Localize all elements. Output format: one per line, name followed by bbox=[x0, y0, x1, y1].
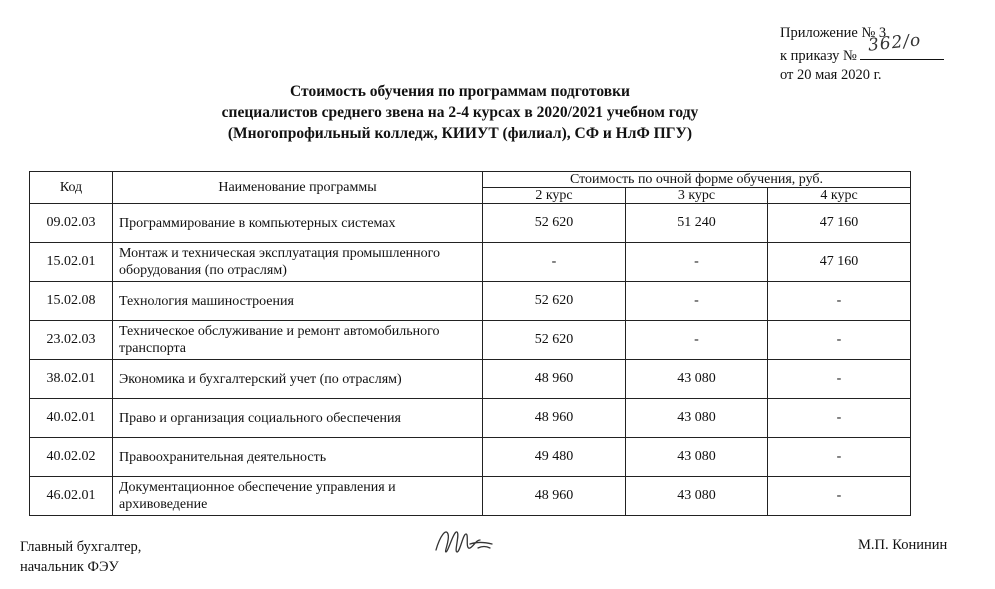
cell-course-4: - bbox=[768, 321, 911, 360]
cell-course-2: - bbox=[483, 243, 626, 282]
order-label: к приказу № bbox=[780, 48, 857, 64]
position-line-2: начальник ФЭУ bbox=[20, 559, 119, 575]
cell-course-3: 43 080 bbox=[626, 399, 768, 438]
order-number-handwritten: 362/о bbox=[867, 30, 923, 56]
header-cost-group: Стоимость по очной форме обучения, руб. bbox=[483, 172, 911, 188]
header-name: Наименование программы bbox=[113, 172, 483, 204]
cell-course-3: 43 080 bbox=[626, 360, 768, 399]
cell-code: 23.02.03 bbox=[30, 321, 113, 360]
cell-name: Документационное обеспечение управления и архивоведение bbox=[113, 477, 483, 516]
table-row bbox=[30, 477, 911, 516]
cell-course-4: - bbox=[768, 438, 911, 477]
header-course-4: 4 курс bbox=[768, 188, 911, 204]
cell-name: Правоохранительная деятельность bbox=[113, 438, 483, 477]
cell-name: Технология машиностроения bbox=[113, 282, 483, 321]
table-row bbox=[30, 321, 911, 360]
header-course-2: 2 курс bbox=[483, 188, 626, 204]
cell-course-2: 49 480 bbox=[483, 438, 626, 477]
cell-course-4: - bbox=[768, 399, 911, 438]
cell-course-2: 52 620 bbox=[483, 204, 626, 243]
cell-course-2: 48 960 bbox=[483, 399, 626, 438]
handwritten-signature bbox=[430, 522, 500, 558]
cell-course-4: - bbox=[768, 477, 911, 516]
table-row bbox=[30, 243, 911, 282]
tuition-table bbox=[29, 171, 911, 516]
signer-name: М.П. Конинин bbox=[858, 537, 948, 553]
cell-course-2: 48 960 bbox=[483, 477, 626, 516]
cell-course-3: 43 080 bbox=[626, 477, 768, 516]
cell-course-3: - bbox=[626, 321, 768, 360]
position-line-1: Главный бухгалтер, bbox=[20, 539, 142, 555]
cell-code: 46.02.01 bbox=[30, 477, 113, 516]
cell-course-3: - bbox=[626, 243, 768, 282]
order-number-field bbox=[860, 30, 944, 60]
cell-code: 09.02.03 bbox=[30, 204, 113, 243]
cell-name: Право и организация социального обеспечения bbox=[113, 399, 483, 438]
cell-name: Экономика и бухгалтерский учет (по отраслям) bbox=[113, 360, 483, 399]
cell-course-4: - bbox=[768, 282, 911, 321]
table-row bbox=[30, 360, 911, 399]
signatory-position bbox=[20, 537, 141, 577]
cell-course-3: - bbox=[626, 282, 768, 321]
cell-course-4: 47 160 bbox=[768, 243, 911, 282]
cell-course-3: 51 240 bbox=[626, 204, 768, 243]
cell-name: Программирование в компьютерных системах bbox=[113, 204, 483, 243]
header-code: Код bbox=[30, 172, 113, 204]
document-title bbox=[90, 81, 830, 144]
cell-code: 38.02.01 bbox=[30, 360, 113, 399]
title-line-3: (Многопрофильный колледж, КИИУТ (филиал), СФ и НлФ ПГУ) bbox=[227, 125, 693, 142]
cell-name: Монтаж и техническая эксплуатация промышленного оборудования (по отраслям) bbox=[113, 243, 483, 282]
title-line-1: Стоимость обучения по программам подготовки bbox=[290, 83, 630, 100]
table-row bbox=[30, 282, 911, 321]
order-date: от 20 мая 2020 г. bbox=[780, 67, 882, 83]
cell-course-2: 52 620 bbox=[483, 282, 626, 321]
cell-code: 40.02.01 bbox=[30, 399, 113, 438]
cell-code: 15.02.01 bbox=[30, 243, 113, 282]
table-row bbox=[30, 204, 911, 243]
cell-course-3: 43 080 bbox=[626, 438, 768, 477]
header-course-3: 3 курс bbox=[626, 188, 768, 204]
cell-course-2: 52 620 bbox=[483, 321, 626, 360]
cell-course-4: 47 160 bbox=[768, 204, 911, 243]
cell-name: Техническое обслуживание и ремонт автомобильного транспорта bbox=[113, 321, 483, 360]
cell-course-4: - bbox=[768, 360, 911, 399]
table-row bbox=[30, 399, 911, 438]
title-line-2: специалистов среднего звена на 2-4 курсах в 2020/2021 учебном году bbox=[221, 104, 699, 121]
cell-course-2: 48 960 bbox=[483, 360, 626, 399]
appendix-block bbox=[780, 24, 944, 85]
table-row bbox=[30, 438, 911, 477]
appendix-line: Приложение № 3 bbox=[780, 25, 887, 41]
cell-code: 15.02.08 bbox=[30, 282, 113, 321]
cell-code: 40.02.02 bbox=[30, 438, 113, 477]
